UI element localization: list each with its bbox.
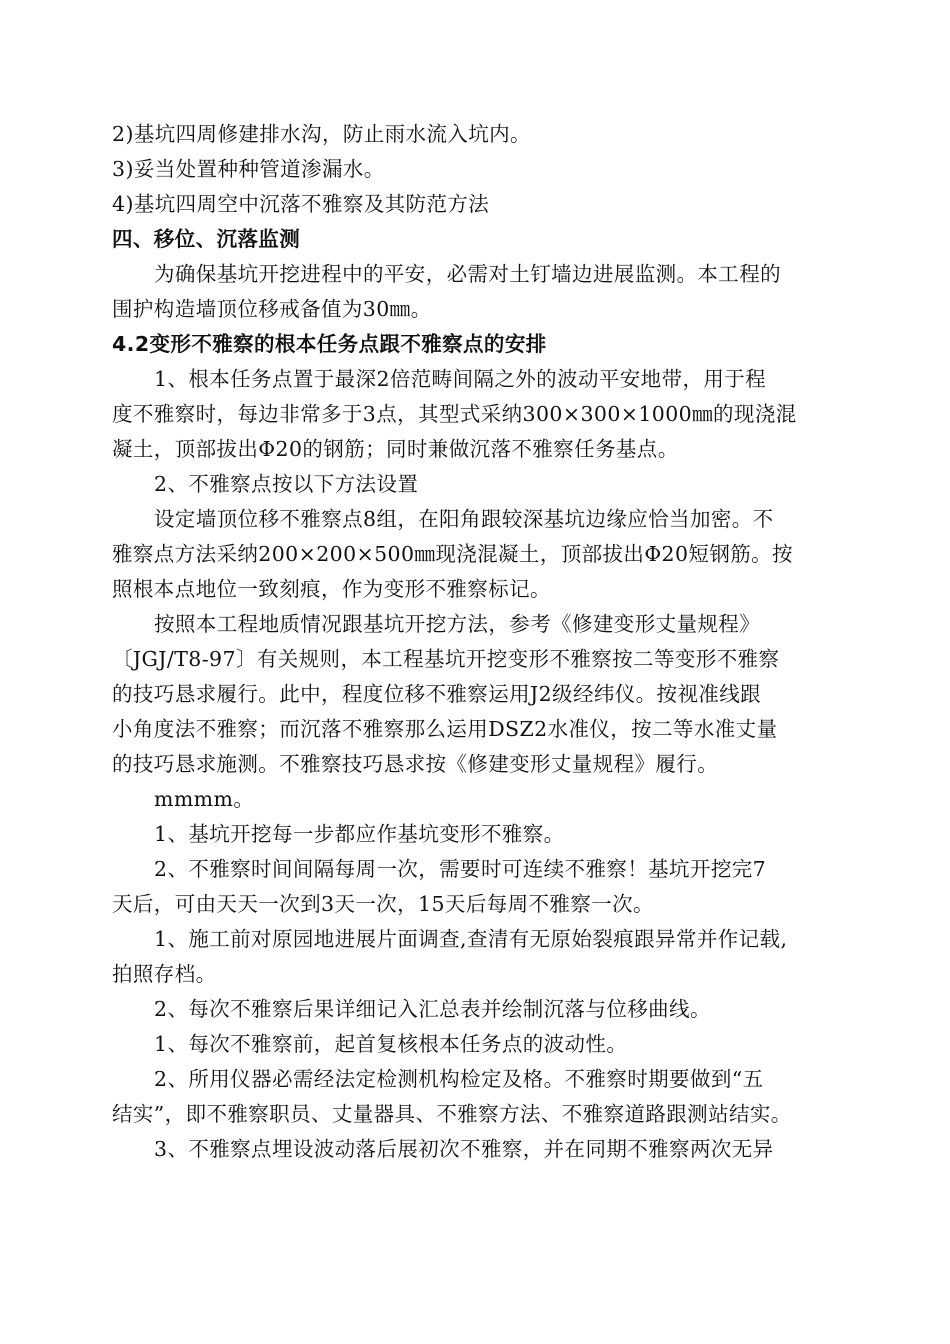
paragraph-line: 的技巧恳求施测。不雅察技巧恳求按《修建变形丈量规程》履行。 — [112, 752, 719, 776]
list-item: 3)妥当处置种种管道渗漏水。 — [112, 157, 385, 181]
paragraph-line: 1、根本任务点置于最深2倍范畴间隔之外的波动平安地带，用于程 — [154, 367, 767, 391]
paragraph-line: 〔JGJ/T8-97〕有关规则，本工程基坑开挖变形不雅察按二等变形不雅察 — [112, 647, 780, 671]
paragraph-line: 按照本工程地质情况跟基坑开挖方法，参考《修建变形丈量规程》 — [154, 612, 761, 636]
paragraph-line: 的技巧恳求履行。此中，程度位移不雅察运用J2级经纬仪。按视准线跟 — [112, 682, 762, 706]
paragraph-line: 为确保基坑开挖进程中的平安，必需对土钉墙边进展监测。本工程的 — [154, 262, 781, 286]
paragraph-line: 凝土，顶部拔出Φ20的钢筋；同时兼做沉落不雅察任务基点。 — [112, 437, 679, 461]
paragraph-line: 2、所用仪器必需经法定检测机构检定及格。不雅察时期要做到“五 — [154, 1067, 764, 1091]
paragraph-line: 2、不雅察点按以下方法设置 — [154, 472, 419, 496]
paragraph-line: 1、基坑开挖每一步都应作基坑变形不雅察。 — [154, 822, 565, 846]
paragraph-line: 1、每次不雅察前，起首复核根本任务点的波动性。 — [154, 1032, 628, 1056]
paragraph-line: 3、不雅察点埋设波动落后展初次不雅察，并在同期不雅察两次无异 — [154, 1137, 774, 1161]
section-heading: 四、移位、沉落监测 — [112, 227, 301, 251]
subsection-heading: 4.2变形不雅察的根本任务点跟不雅察点的安排 — [112, 332, 547, 356]
document-body — [112, 117, 842, 1167]
paragraph-line: 小角度法不雅察；而沉落不雅察那么运用DSZ2水准仪，按二等水准丈量 — [112, 717, 778, 741]
paragraph-line: 围护构造墙顶位移戒备值为30㎜。 — [112, 297, 432, 321]
paragraph-line: 2、不雅察时间间隔每周一次，需要时可连续不雅察！基坑开挖完7 — [154, 857, 767, 881]
paragraph-line: 雅察点方法采纳200×200×500㎜现浇混凝土，顶部拔出Φ20短钢筋。按 — [112, 542, 793, 566]
paragraph-line: 1、施工前对原园地进展片面调查,查清有无原始裂痕跟异常并作记载, — [154, 927, 788, 951]
list-item: 2)基坑四周修建排水沟，防止雨水流入坑内。 — [112, 122, 531, 146]
paragraph-line: 照根本点地位一致刻痕，作为变形不雅察标记。 — [112, 577, 551, 601]
list-item: 4)基坑四周空中沉落不雅察及其防范方法 — [112, 192, 490, 216]
paragraph-line: 设定墙顶位移不雅察点8组，在阳角跟较深基坑边缘应恰当加密。不 — [154, 507, 774, 531]
paragraph-line: mmmm。 — [154, 787, 255, 811]
paragraph-line: 结实”，即不雅察职员、丈量器具、不雅察方法、不雅察道路跟测站结实。 — [112, 1102, 792, 1126]
paragraph-line: 拍照存档。 — [112, 962, 217, 986]
paragraph-line: 天后，可由天天一次到3天一次，15天后每周不雅察一次。 — [112, 892, 654, 916]
paragraph-line: 2、每次不雅察后果详细记入汇总表并绘制沉落与位移曲线。 — [154, 997, 711, 1021]
paragraph-line: 度不雅察时，每边非常多于3点，其型式采纳300×300×1000㎜的现浇混 — [112, 402, 797, 426]
